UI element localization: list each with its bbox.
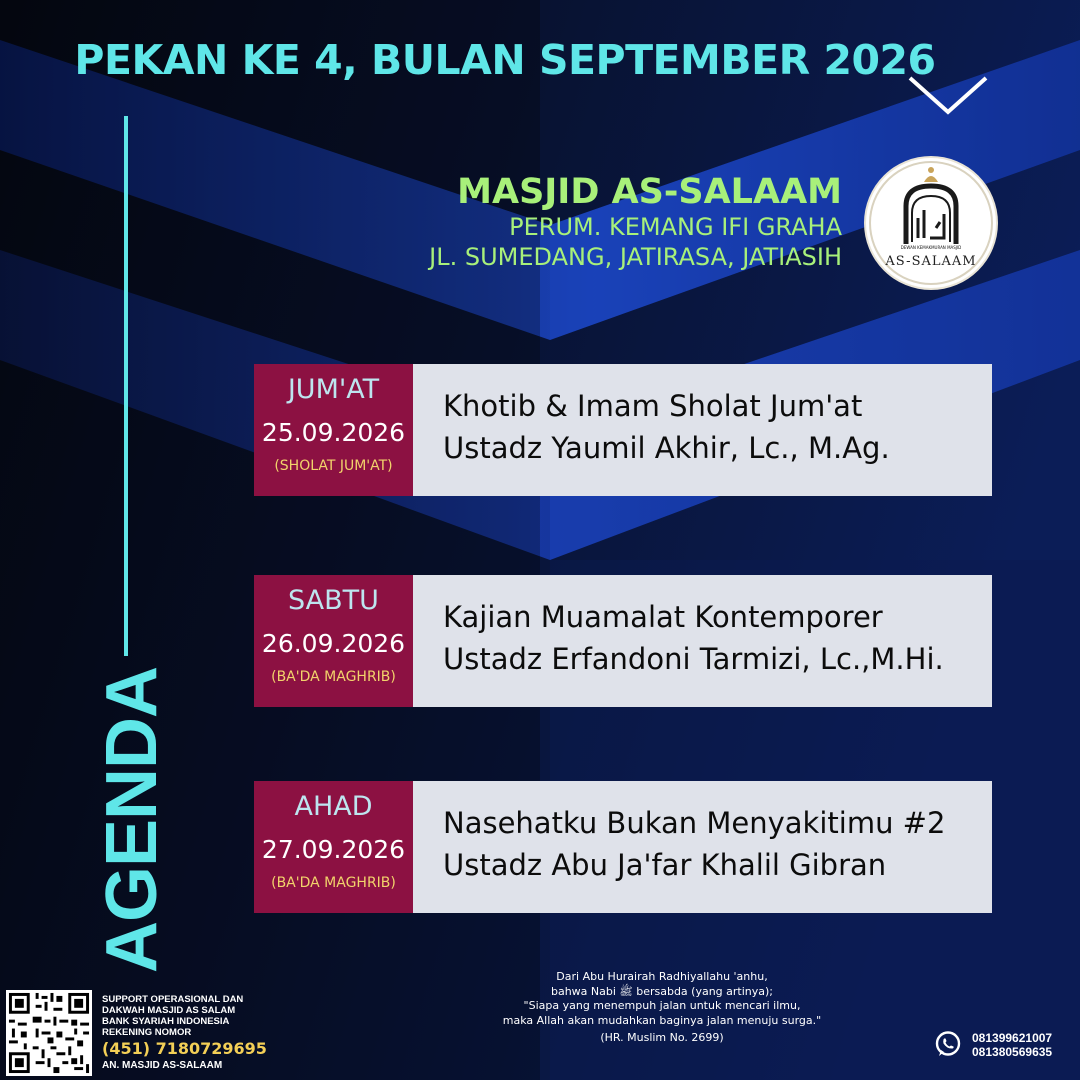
mosque-info bbox=[429, 172, 842, 272]
mosque-name: MASJID AS-SALAAM bbox=[457, 172, 842, 212]
hadith-quote bbox=[382, 970, 942, 1046]
logo-subtitle: DEWAN KEMAKMURAN MASJID bbox=[900, 245, 962, 250]
account-name: AN. MASJID AS-SALAAM bbox=[102, 1060, 223, 1071]
mosque-logo bbox=[866, 158, 996, 288]
event-date: 25.09.2026 bbox=[261, 418, 406, 447]
qr-code-icon[interactable] bbox=[6, 990, 92, 1076]
agenda-vertical-label: AGENDA bbox=[92, 666, 172, 974]
event-title: Nasehatku Bukan Menyakitimu #2 bbox=[443, 806, 946, 840]
event-date-panel bbox=[254, 781, 413, 913]
event-info-panel bbox=[413, 575, 992, 707]
event-day: AHAD bbox=[294, 791, 373, 822]
event-info-panel bbox=[413, 781, 992, 913]
event-speaker: Ustadz Yaumil Akhir, Lc., M.Ag. bbox=[443, 431, 890, 465]
logo-text: AS-SALAAM bbox=[885, 254, 977, 269]
accent-line bbox=[124, 116, 128, 656]
hadith-line: "Siapa yang menempuh jalan untuk mencari ilmu, bbox=[523, 999, 801, 1012]
event-card bbox=[254, 575, 992, 707]
event-speaker: Ustadz Abu Ja'far Khalil Gibran bbox=[443, 848, 887, 882]
event-date-panel bbox=[254, 364, 413, 496]
mosque-address-line1: PERUM. KEMANG IFI GRAHA bbox=[509, 213, 842, 241]
chevron-down-icon bbox=[906, 74, 990, 118]
event-note: (BA'DA MAGHRIB) bbox=[271, 669, 396, 685]
contact-phones bbox=[972, 1031, 1052, 1059]
event-day: SABTU bbox=[288, 585, 379, 616]
hadith-source: (HR. Muslim No. 2699) bbox=[600, 1031, 724, 1044]
event-title: Khotib & Imam Sholat Jum'at bbox=[443, 389, 863, 423]
mosque-address-line2: JL. SUMEDANG, JATIRASA, JATIASIH bbox=[429, 243, 842, 271]
event-date: 27.09.2026 bbox=[261, 835, 406, 864]
event-speaker: Ustadz Erfandoni Tarmizi, Lc.,M.Hi. bbox=[443, 642, 944, 676]
account-number: (451) 7180729695 bbox=[102, 1039, 267, 1058]
event-card bbox=[254, 364, 992, 496]
support-line: REKENING NOMOR bbox=[102, 1027, 192, 1038]
page-title: PEKAN KE 4, BULAN SEPTEMBER 2026 bbox=[74, 36, 936, 84]
event-note: (BA'DA MAGHRIB) bbox=[271, 875, 396, 891]
hadith-line: maka Allah akan mudahkan baginya jalan menuju surga." bbox=[502, 1013, 822, 1027]
whatsapp-icon[interactable] bbox=[934, 1030, 962, 1058]
hadith-line: bahwa Nabi ﷺ bersabda (yang artinya); bbox=[550, 984, 774, 998]
event-date: 26.09.2026 bbox=[261, 629, 406, 658]
phone-number[interactable]: 081380569635 bbox=[972, 1045, 1053, 1059]
support-line: DAKWAH MASJID AS SALAM bbox=[102, 1005, 236, 1016]
hadith-line: Dari Abu Hurairah Radhiyallahu 'anhu, bbox=[556, 970, 768, 983]
event-date-panel bbox=[254, 575, 413, 707]
event-info-panel bbox=[413, 364, 992, 496]
event-note: (SHOLAT JUM'AT) bbox=[274, 458, 393, 474]
phone-number[interactable]: 081399621007 bbox=[972, 1031, 1053, 1045]
support-line: BANK SYARIAH INDONESIA bbox=[102, 1016, 230, 1027]
event-title: Kajian Muamalat Kontemporer bbox=[443, 600, 883, 634]
event-day: JUM'AT bbox=[287, 374, 380, 405]
support-info bbox=[102, 994, 267, 1072]
support-line: SUPPORT OPERASIONAL DAN bbox=[102, 994, 244, 1005]
event-card bbox=[254, 781, 992, 913]
